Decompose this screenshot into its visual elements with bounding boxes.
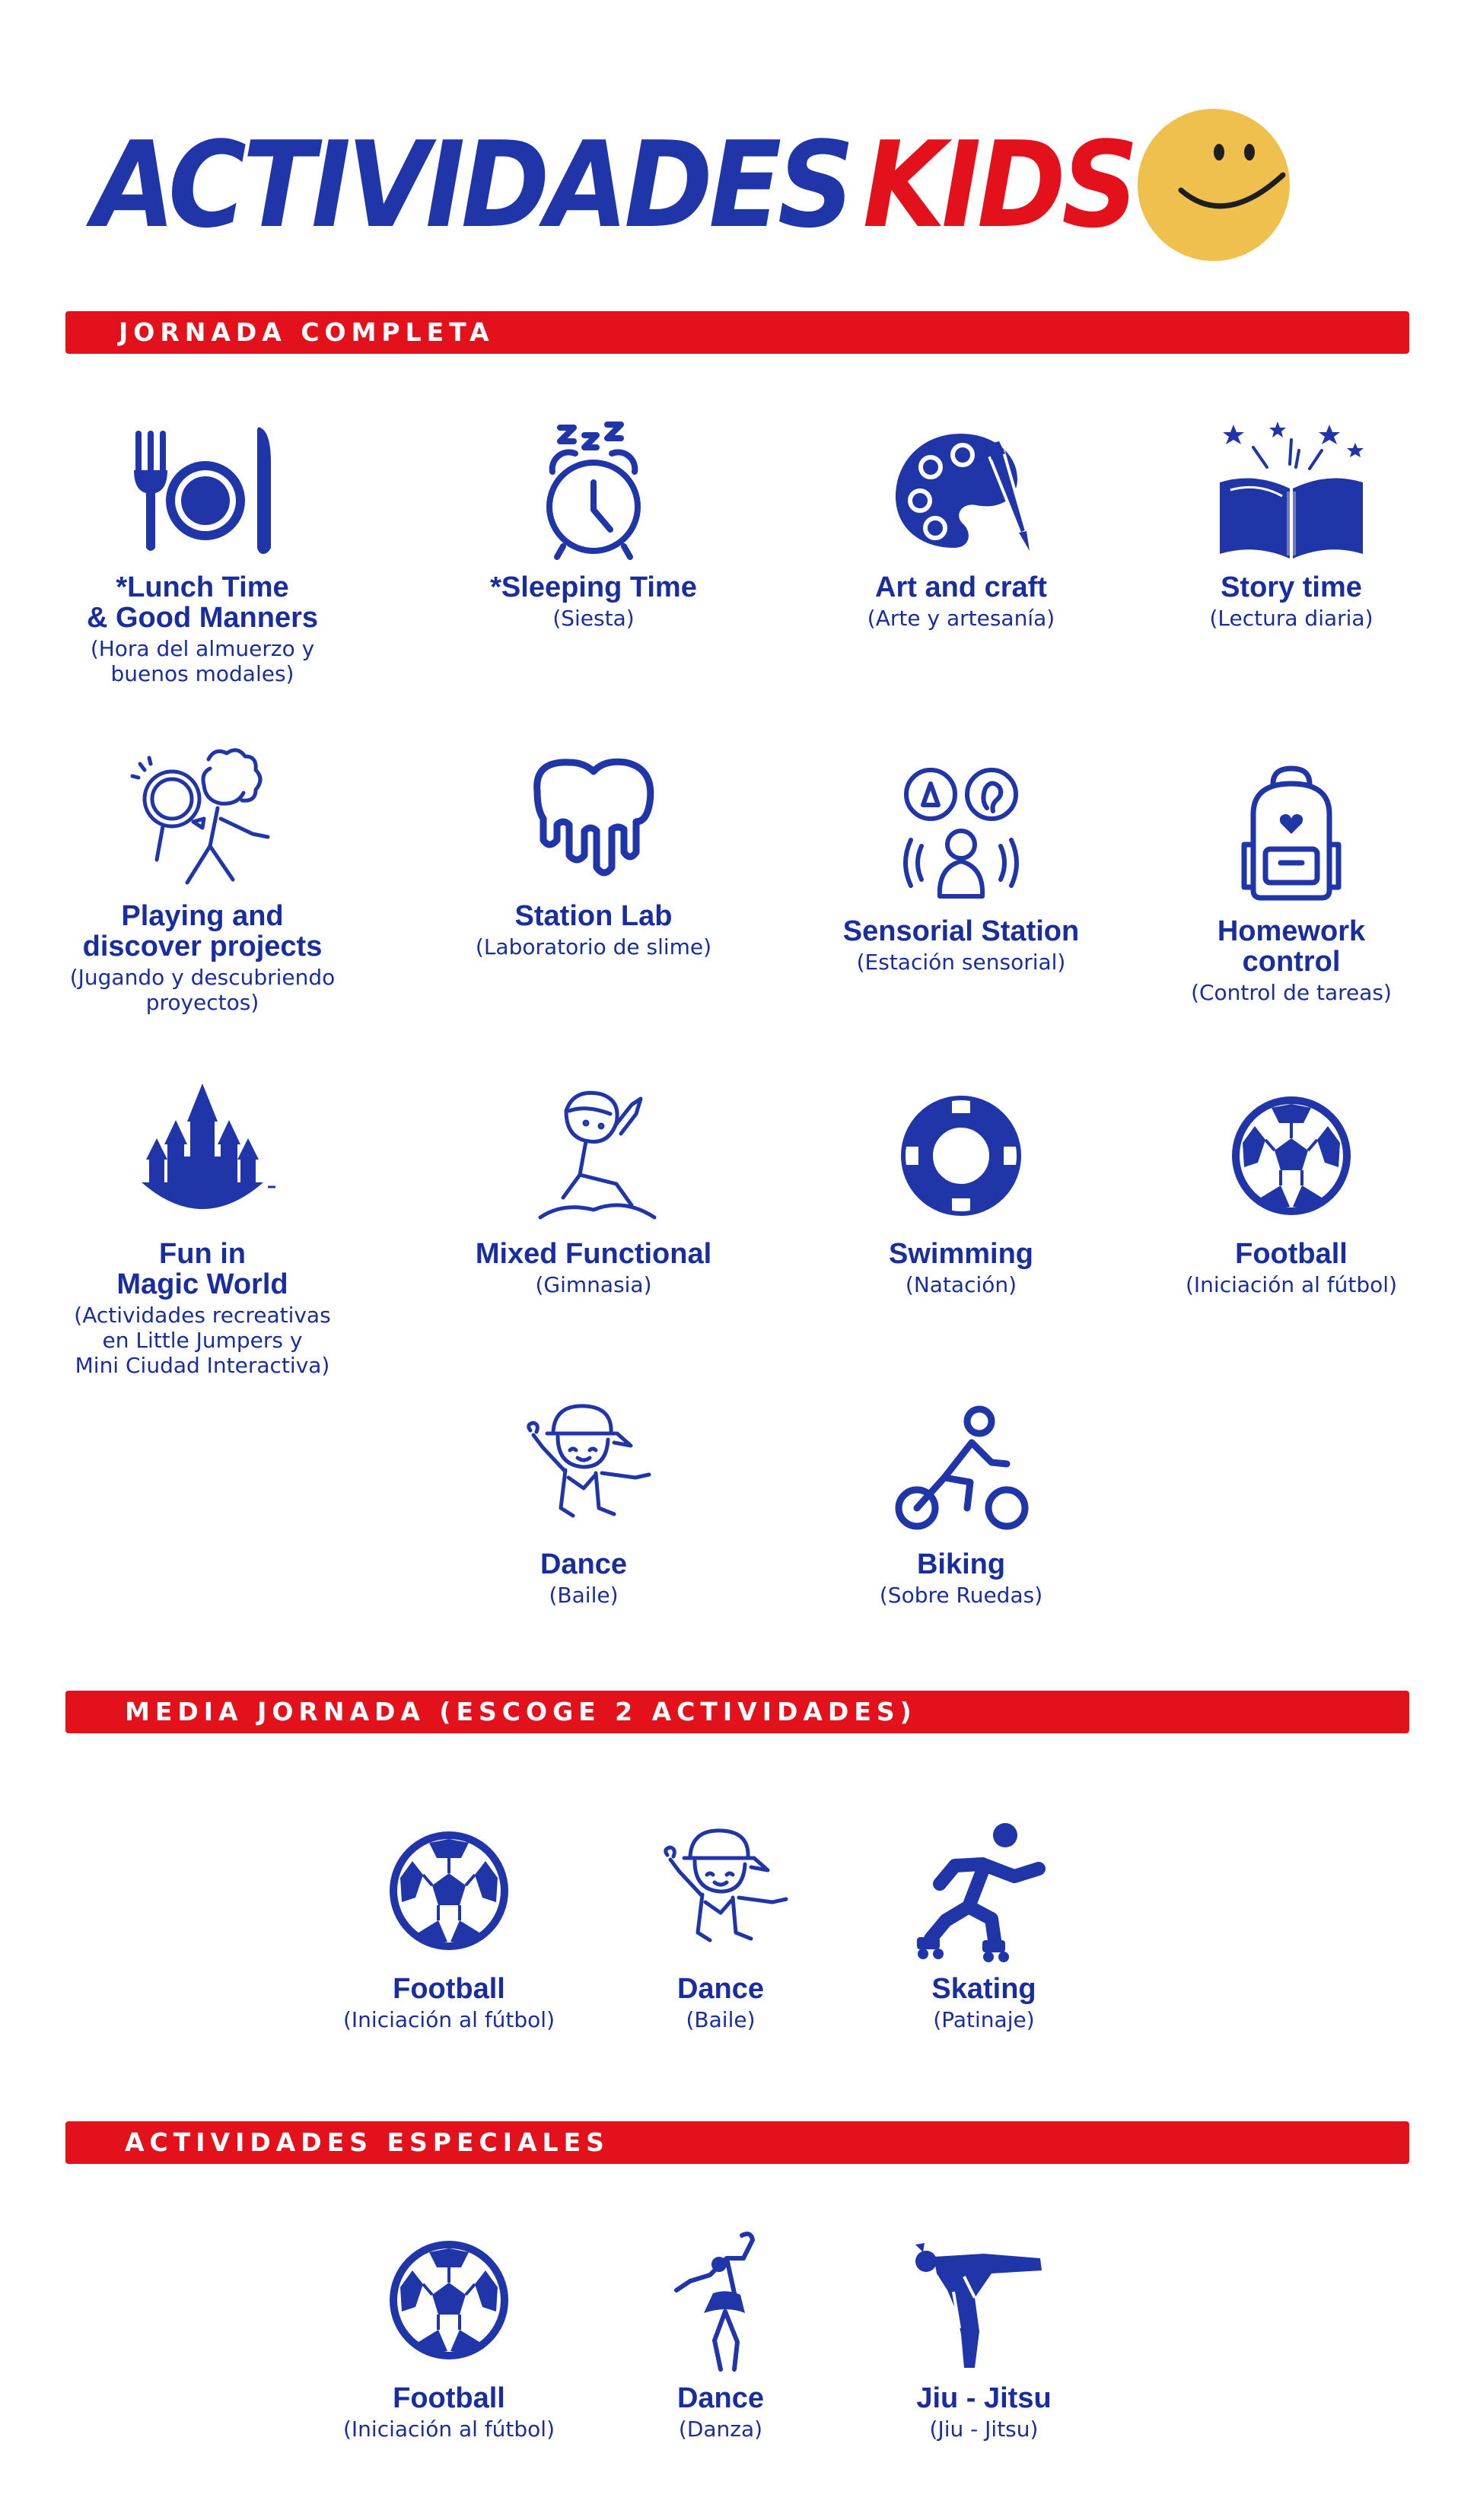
- soccer-ball-icon: [365, 2228, 533, 2372]
- activity-name: *Lunch Time & Good Manners: [86, 571, 319, 634]
- soccer-ball-icon: [1208, 1083, 1375, 1228]
- activity-subtitle: (Hora del almuerzo y buenos modales): [90, 636, 315, 686]
- activity-name: Biking: [916, 1548, 1006, 1580]
- smiley-face-icon: [1134, 105, 1294, 265]
- activity-dance: [568, 1818, 873, 2032]
- activity-fun-in-magic-world: [50, 1083, 355, 1378]
- page-title: [93, 116, 1135, 254]
- activity-art-and-craft: [809, 417, 1113, 631]
- fork-plate-knife-icon: [119, 417, 286, 562]
- activity-subtitle: (Lectura diaria): [1209, 606, 1373, 631]
- activity-subtitle: (Natación): [905, 1272, 1017, 1297]
- activity-lunch-time: [50, 417, 355, 686]
- activity-subtitle: (Sobre Ruedas): [879, 1583, 1043, 1608]
- activity-playing-and-discover-projects: [50, 746, 355, 1015]
- activity-station-lab: [441, 746, 746, 959]
- sensory-person-icon: [877, 761, 1045, 905]
- activity-name: Art and craft: [875, 571, 1047, 603]
- activity-subtitle: (Baile): [686, 2007, 756, 2032]
- activity-jiu-jitsu: [832, 2228, 1136, 2442]
- activity-name: Sensorial Station: [842, 915, 1080, 947]
- activity-name: Skating: [931, 1973, 1036, 2005]
- activity-name: Swimming: [888, 1238, 1034, 1270]
- activity-name: *Sleeping Time: [490, 571, 697, 603]
- activity-name: Football: [1235, 1238, 1348, 1270]
- activity-skating: [832, 1818, 1136, 2032]
- section-title-full-day: JORNADA COMPLETA: [119, 317, 495, 347]
- kid-stretching-icon: [510, 1083, 677, 1228]
- activity-subtitle: (Estación sensorial): [856, 950, 1066, 975]
- soccer-ball-icon: [365, 1818, 533, 1963]
- activity-subtitle: (Patinaje): [933, 2007, 1035, 2032]
- activity-subtitle: (Actividades recreativas en Little Jumpers y Mini Ciudad Interactiva): [74, 1303, 331, 1378]
- ballerina-icon: [637, 2228, 804, 2372]
- kid-dancing-icon: [500, 1394, 667, 1538]
- activity-sleeping-time: [441, 417, 746, 631]
- activity-subtitle: (Jugando y descubriendo proyectos): [69, 965, 336, 1015]
- activity-story-time: [1139, 417, 1443, 631]
- kid-dancing-icon: [637, 1818, 804, 1963]
- activity-subtitle: (Laboratorio de slime): [475, 934, 712, 959]
- section-title-special: ACTIVIDADES ESPECIALES: [125, 2127, 610, 2157]
- activity-football: [297, 1818, 601, 2032]
- activity-dance: [568, 2228, 873, 2442]
- activity-name: Playing and discover projects: [82, 900, 323, 963]
- backpack-icon: [1208, 761, 1375, 905]
- activity-name: Jiu - Jitsu: [916, 2382, 1052, 2414]
- activity-swimming: [809, 1083, 1113, 1297]
- activity-sensorial-station: [809, 761, 1113, 975]
- alarm-clock-zzz-icon: [510, 417, 677, 562]
- title-part-kids: KIDS: [862, 116, 1135, 254]
- activity-subtitle: (Jiu - Jitsu): [929, 2417, 1039, 2442]
- activity-subtitle: (Arte y artesanía): [867, 606, 1055, 631]
- activity-name: Station Lab: [514, 900, 673, 932]
- activity-name: Football: [393, 2382, 505, 2414]
- activity-mixed-functional: [441, 1083, 746, 1297]
- activity-biking: [809, 1394, 1113, 1608]
- activity-name: Mixed Functional: [475, 1238, 712, 1270]
- activity-subtitle: (Control de tareas): [1191, 980, 1392, 1005]
- activity-homework-control: [1139, 761, 1443, 1005]
- activity-subtitle: (Siesta): [552, 606, 635, 631]
- cyclist-icon: [877, 1394, 1045, 1538]
- activity-dance: [431, 1394, 736, 1608]
- roller-skater-icon: [900, 1818, 1068, 1963]
- activity-name: Homework control: [1217, 915, 1366, 978]
- paint-palette-icon: [877, 417, 1045, 562]
- life-ring-icon: [877, 1083, 1045, 1228]
- activity-name: Dance: [540, 1548, 628, 1580]
- open-book-icon: [1208, 417, 1375, 562]
- activity-subtitle: (Iniciación al fútbol): [1185, 1272, 1398, 1297]
- activity-name: Dance: [676, 1973, 765, 2005]
- activity-subtitle: (Iniciación al fútbol): [342, 2007, 555, 2032]
- activity-football: [297, 2228, 601, 2442]
- title-part-activities: ACTIVIDADES: [93, 116, 851, 254]
- section-band-special: [65, 2121, 1409, 2164]
- activity-subtitle: (Iniciación al fútbol): [342, 2417, 555, 2442]
- activity-name: Story time: [1221, 571, 1362, 603]
- activity-subtitle: (Danza): [678, 2417, 763, 2442]
- slime-icon: [510, 746, 677, 890]
- activity-name: Fun in Magic World: [116, 1238, 288, 1300]
- section-band-half-day: [65, 1691, 1409, 1733]
- section-band-full-day: [65, 311, 1409, 354]
- activity-football: [1139, 1083, 1443, 1297]
- activity-name: Dance: [676, 2382, 765, 2414]
- activity-name: Football: [393, 1973, 505, 2005]
- castle-icon: [119, 1083, 286, 1228]
- martial-arts-kick-icon: [900, 2228, 1068, 2372]
- section-title-half-day: MEDIA JORNADA (ESCOGE 2 ACTIVIDADES): [125, 1697, 917, 1726]
- activity-subtitle: (Baile): [549, 1583, 619, 1608]
- activity-subtitle: (Gimnasia): [535, 1272, 652, 1297]
- magnifying-glass-kid-icon: [119, 746, 286, 890]
